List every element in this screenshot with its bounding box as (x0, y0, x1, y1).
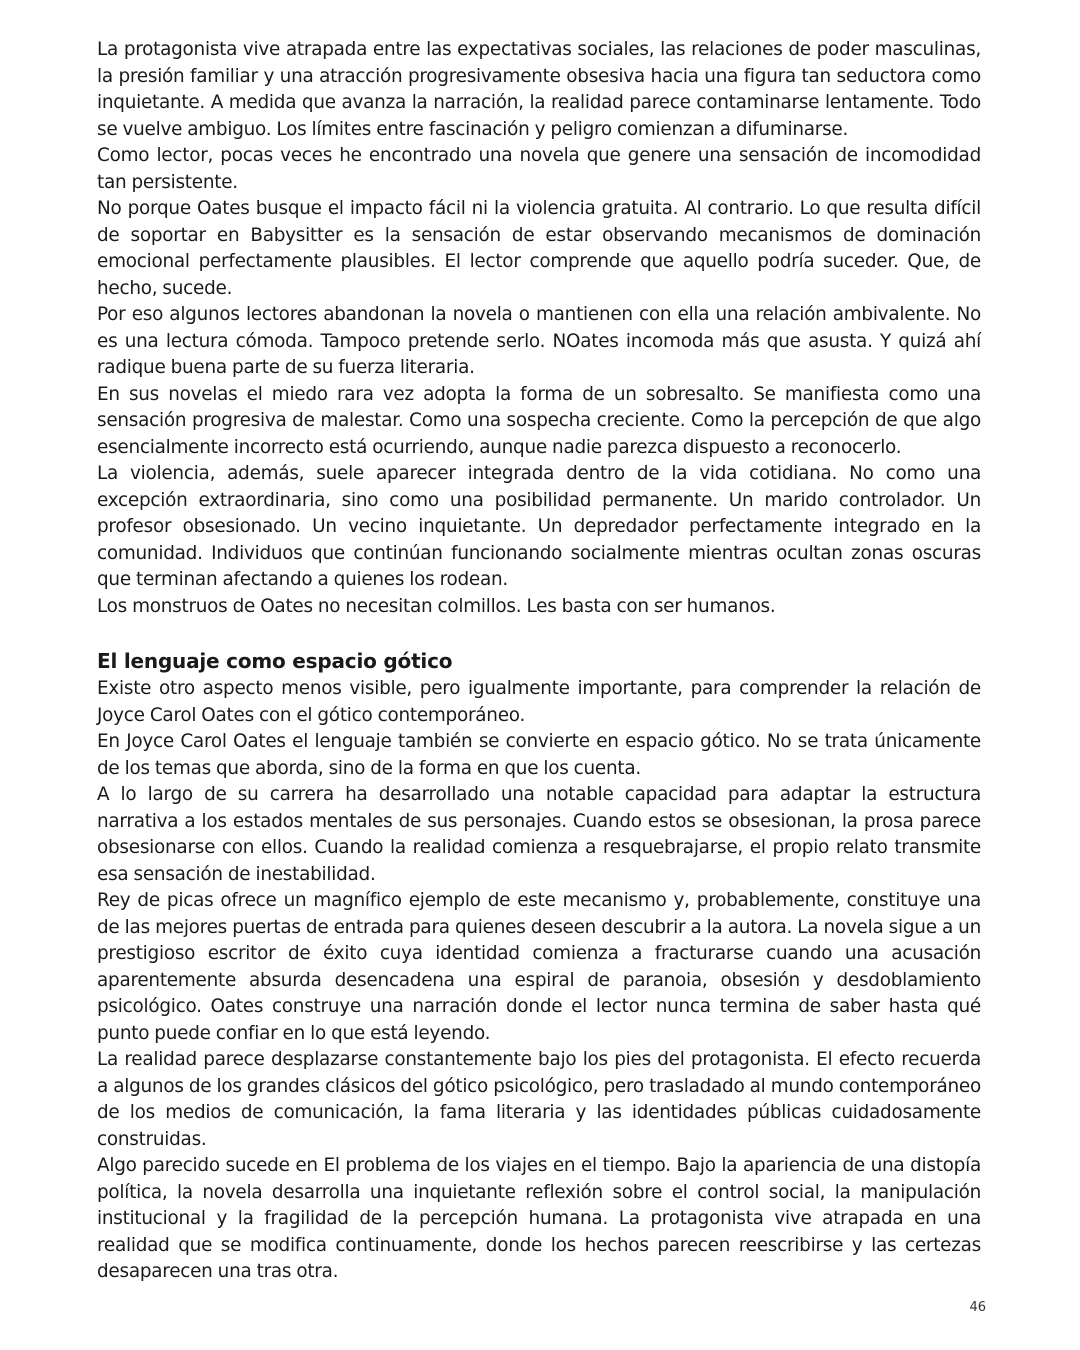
body-paragraph: Rey de picas ofrece un magnífico ejemplo de este mecanismo y, probablemente, constituye una de las mejores puertas de entrada para quienes deseen descubrir a la autora. La novela sigue a un prestigioso escritor de éxito cuya identidad comienza a fracturarse cuando una acusación aparentemente absurda desencadena una espiral de paranoia, obsesión y desdoblamiento psicológico. Oates construye una narración donde el lector nunca termina de saber hasta qué punto puede confiar en lo que está leyendo. (97, 890, 981, 1044)
section-spacer (97, 620, 981, 646)
body-paragraph: La violencia, además, suele aparecer integrada dentro de la vida cotidiana. No como una excepción extraordinaria, sino como una posibilidad permanente. Un marido controlador. Un profesor obsesionado. Un vecino inquietante. Un depredador perfectamente integrado en la comunidad. Individuos que continúan funcionando socialmente mientras ocultan zonas oscuras que terminan afectando a quienes los rodean. (97, 463, 981, 590)
body-paragraph: La protagonista vive atrapada entre las expectativas sociales, las relaciones de poder masculinas, la presión familiar y una atracción progresivamente obsesiva hacia una figura tan seductora como inquietante. A medida que avanza la narración, la realidad parece contaminarse lentamente. Todo se vuelve ambiguo. Los límites entre fascinación y peligro comienzan a difuminarse. (97, 39, 981, 140)
body-paragraph: A lo largo de su carrera ha desarrollado una notable capacidad para adaptar la estructura narrativa a los estados mentales de sus personajes. Cuando estos se obsesionan, la prosa parece obsesionarse con ellos. Cuando la realidad comienza a resquebrajarse, el propio relato transmite esa sensación de inestabilidad. (97, 784, 981, 885)
body-paragraph: En sus novelas el miedo rara vez adopta la forma de un sobresalto. Se manifiesta como una sensación progresiva de malestar. Como una sospecha creciente. Como la percepción de que algo esencialmente incorrecto está ocurriendo, aunque nadie parezca dispuesto a reconocerlo. (97, 383, 981, 458)
document-page (97, 37, 981, 1286)
body-paragraph: La realidad parece desplazarse constantemente bajo los pies del protagonista. El efecto recuerda a algunos de los grandes clásicos del gótico psicológico, pero trasladado al mundo contemporáneo de los medios de comunicación, la fama literaria y las identidades públicas cuidadosamente construidas. (97, 1049, 981, 1150)
body-paragraph: Existe otro aspecto menos visible, pero igualmente importante, para comprender la relación de Joyce Carol Oates con el gótico contemporáneo. (97, 678, 981, 726)
page-number: 46 (969, 1300, 986, 1315)
section-heading: El lenguaje como espacio gótico (97, 649, 453, 673)
body-paragraph: Los monstruos de Oates no necesitan colmillos. Les basta con ser humanos. (97, 595, 776, 617)
body-paragraph: No porque Oates busque el impacto fácil ni la violencia gratuita. Al contrario. Lo que resulta difícil de soportar en Babysitter es la sensación de estar observando mecanismos de dominación emocional perfectamente plausibles. El lector comprende que aquello podría suceder. Que, de hecho, sucede. (97, 198, 981, 299)
body-paragraph: Como lector, pocas veces he encontrado una novela que genere una sensación de incomodidad tan persistente. (97, 145, 981, 193)
body-paragraph: En Joyce Carol Oates el lenguaje también se convierte en espacio gótico. No se trata únicamente de los temas que aborda, sino de la forma en que los cuenta. (97, 731, 981, 779)
body-paragraph: Algo parecido sucede en El problema de los viajes en el tiempo. Bajo la apariencia de una distopía política, la novela desarrolla una inquietante reflexión sobre el control social, la manipulación institucional y la fragilidad de la percepción humana. La protagonista vive atrapada en una realidad que se modifica continuamente, donde los hechos parecen reescribirse y las certezas desaparecen una tras otra. (97, 1155, 981, 1282)
body-paragraph: Por eso algunos lectores abandonan la novela o mantienen con ella una relación ambivalente. No es una lectura cómoda. Tampoco pretende serlo. NOates incomoda más que asusta. Y quizá ahí radique buena parte de su fuerza literaria. (97, 304, 981, 378)
